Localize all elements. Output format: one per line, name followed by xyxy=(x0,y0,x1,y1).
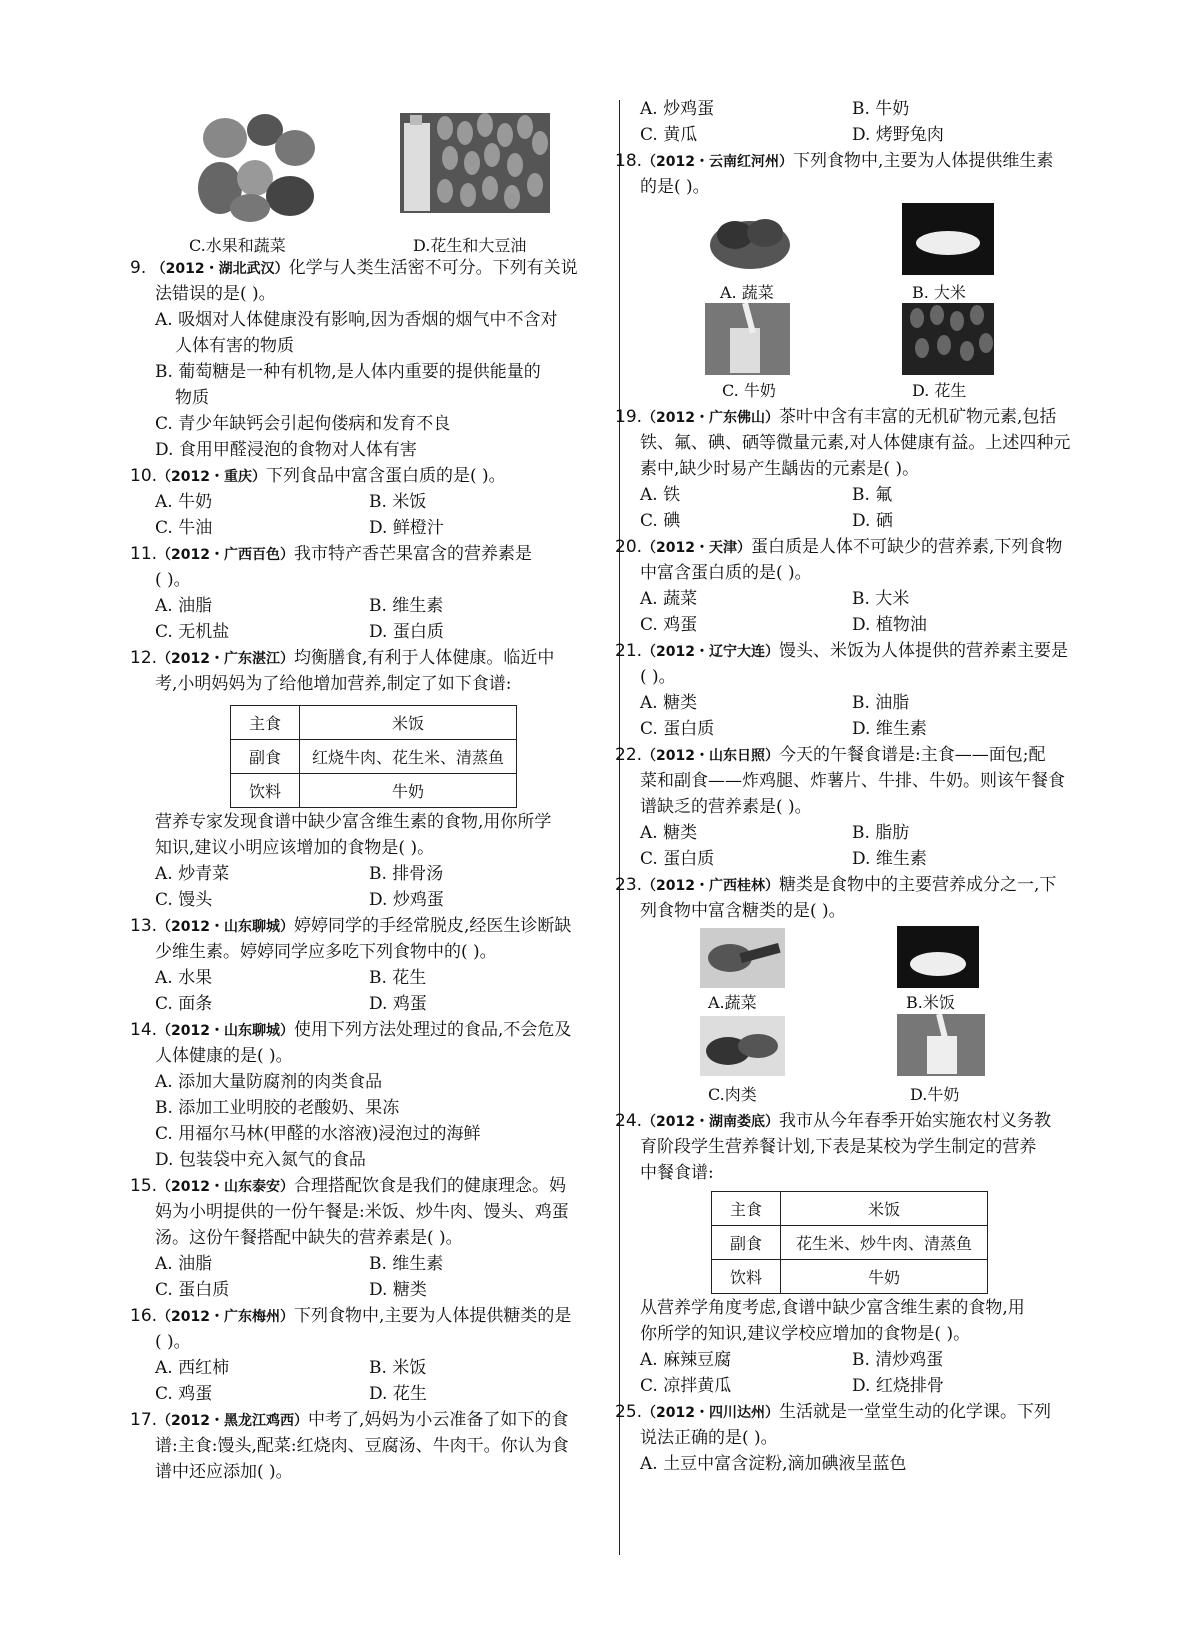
question-stem: 妈为小明提供的一份午餐是:米饭、炒牛肉、馒头、鸡蛋 xyxy=(155,1202,569,1222)
question-source: （2012・山东泰安） xyxy=(157,1179,295,1195)
option-b[interactable]: B. 花生 xyxy=(369,968,427,988)
option-c[interactable]: C. 用福尔马林(甲醛的水溶液)浸泡过的海鲜 xyxy=(155,1124,481,1144)
question-number: 24. xyxy=(615,1111,643,1131)
question-stem: ( )。 xyxy=(640,667,676,687)
question-stem: 谱缺乏的营养素是( )。 xyxy=(640,797,812,817)
table-cell: 米饭 xyxy=(300,706,517,740)
question-source: （2012・广东湛江） xyxy=(157,651,295,667)
option-d[interactable]: D. 鲜橙汁 xyxy=(369,518,444,538)
vegetable-image xyxy=(700,928,785,988)
option-b[interactable]: B. 排骨汤 xyxy=(369,864,444,884)
question-stem: 我市特产香芒果富含的营养素是 xyxy=(294,544,533,564)
question-stem: 蛋白质是人体不可缺少的营养素,下列食物 xyxy=(751,537,1063,557)
question-stem: 下列食物中,主要为人体提供维生素 xyxy=(793,151,1054,171)
image-caption: C.肉类 xyxy=(708,1085,757,1104)
option-d[interactable]: D. 硒 xyxy=(852,511,893,531)
option-b-cont: 物质 xyxy=(175,388,209,408)
table-cell: 牛奶 xyxy=(781,1260,988,1294)
option-d[interactable]: D. 烤野兔肉 xyxy=(852,125,944,145)
image-caption: A. 蔬菜 xyxy=(720,283,774,302)
column-divider xyxy=(619,100,620,1555)
table-cell: 副食 xyxy=(712,1226,781,1260)
option-a[interactable]: A. 吸烟对人体健康没有影响,因为香烟的烟气中不含对 xyxy=(155,310,558,330)
option-b[interactable]: B. 添加工业明胶的老酸奶、果冻 xyxy=(155,1098,400,1118)
question-stem: 考,小明妈妈为了给他增加营养,制定了如下食谱: xyxy=(155,674,512,694)
question-number: 10. xyxy=(130,466,158,486)
question-stem: 知识,建议小明应该增加的食物是( )。 xyxy=(155,838,435,858)
option-b[interactable]: B. 大米 xyxy=(852,589,910,609)
meat-image xyxy=(700,1016,785,1076)
option-c[interactable]: C. 黄瓜 xyxy=(640,125,698,145)
rice-image xyxy=(897,926,979,988)
question-stem: 茶叶中含有丰富的无机矿物元素,包括 xyxy=(779,407,1057,427)
image-caption: D.牛奶 xyxy=(910,1085,960,1104)
question-source: （2012・广东梅州） xyxy=(157,1309,295,1325)
question-stem: 谱:主食:馒头,配菜:红烧肉、豆腐汤、牛肉干。你认为食 xyxy=(155,1436,569,1456)
question-source: （2012・重庆） xyxy=(157,469,267,485)
option-c[interactable]: C. 鸡蛋 xyxy=(640,615,698,635)
question-source: （2012・湖南娄底） xyxy=(642,1114,780,1130)
option-d[interactable]: D. 红烧排骨 xyxy=(852,1376,944,1396)
question-stem: 化学与人类生活密不可分。下列有关说 xyxy=(288,258,578,278)
option-c[interactable]: C. 青少年缺钙会引起佝偻病和发育不良 xyxy=(155,414,451,434)
table-row xyxy=(231,774,517,808)
table-cell: 花生米、炒牛肉、清蒸鱼 xyxy=(781,1226,988,1260)
question-number: 17. xyxy=(130,1410,158,1430)
option-a[interactable]: A. 麻辣豆腐 xyxy=(640,1350,732,1370)
option-b[interactable]: B. 米饭 xyxy=(369,492,427,512)
option-d[interactable]: D. 食用甲醛浸泡的食物对人体有害 xyxy=(155,440,417,460)
question-number: 19. xyxy=(615,407,643,427)
milk-image xyxy=(897,1014,985,1076)
option-c[interactable]: C. 蛋白质 xyxy=(640,849,715,869)
question-stem: 菜和副食——炸鸡腿、炸薯片、牛排、牛奶。则该午餐食 xyxy=(640,771,1065,791)
table-cell: 副食 xyxy=(231,740,300,774)
question-number: 9. xyxy=(130,258,147,278)
table-row xyxy=(712,1192,988,1226)
option-a[interactable]: A. 蔬菜 xyxy=(640,589,698,609)
option-b[interactable]: B. 脂肪 xyxy=(852,823,910,843)
question-stem: 谱中还应添加( )。 xyxy=(155,1462,293,1482)
image-caption: B. 大米 xyxy=(912,283,966,302)
question-source: （2012・四川达州） xyxy=(642,1405,780,1421)
option-d[interactable]: D. 维生素 xyxy=(852,849,927,869)
question-stem: 的是( )。 xyxy=(640,177,710,197)
question-stem: 馒头、米饭为人体提供的营养素主要是 xyxy=(779,641,1069,661)
question-number: 22. xyxy=(615,745,643,765)
option-c[interactable]: C. 面条 xyxy=(155,994,213,1014)
option-b[interactable]: B. 葡萄糖是一种有机物,是人体内重要的提供能量的 xyxy=(155,362,541,382)
table-cell: 饮料 xyxy=(712,1260,781,1294)
question-stem: 素中,缺少时易产生龋齿的元素是( )。 xyxy=(640,459,920,479)
option-a[interactable]: A. 炒青菜 xyxy=(155,864,230,884)
option-b[interactable]: B. 清炒鸡蛋 xyxy=(852,1350,944,1370)
question-number: 12. xyxy=(130,648,158,668)
question-source: （2012・广西桂林） xyxy=(642,878,780,894)
option-a[interactable]: A. 牛奶 xyxy=(155,492,213,512)
table-cell: 牛奶 xyxy=(300,774,517,808)
question-source: （2012・黑龙江鸡西） xyxy=(157,1413,309,1429)
option-b[interactable]: B. 油脂 xyxy=(852,693,910,713)
question-number: 23. xyxy=(615,875,643,895)
question-stem: 生活就是一堂堂生动的化学课。下列 xyxy=(779,1402,1052,1422)
table-row xyxy=(712,1260,988,1294)
question-stem: 你所学的知识,建议学校应增加的食物是( )。 xyxy=(640,1324,971,1344)
peanut-image xyxy=(902,303,994,375)
option-d[interactable]: D. 鸡蛋 xyxy=(369,994,427,1014)
table-row xyxy=(231,706,517,740)
question-stem: 下列食物中,主要为人体提供糖类的是 xyxy=(294,1306,572,1326)
image-caption-c: C.水果和蔬菜 xyxy=(189,236,286,255)
question-source: （2012・广西百色） xyxy=(157,547,295,563)
option-a[interactable]: A. 水果 xyxy=(155,968,213,988)
table-cell: 饮料 xyxy=(231,774,300,808)
question-stem: 糖类是食物中的主要营养成分之一,下 xyxy=(779,875,1057,895)
option-c[interactable]: C. 馒头 xyxy=(155,890,213,910)
option-a[interactable]: A. 铁 xyxy=(640,485,681,505)
option-d[interactable]: D. 糖类 xyxy=(369,1280,427,1300)
option-a[interactable]: A. 糖类 xyxy=(640,693,698,713)
option-b[interactable]: B. 米饭 xyxy=(369,1358,427,1378)
question-source: （2012・山东聊城） xyxy=(157,1023,295,1039)
question-stem: 铁、氟、碘、硒等微量元素,对人体健康有益。上述四种元 xyxy=(640,433,1071,453)
option-d[interactable]: D. 炒鸡蛋 xyxy=(369,890,444,910)
option-c[interactable]: C. 碘 xyxy=(640,511,681,531)
question-number: 11. xyxy=(130,544,158,564)
menu-table xyxy=(711,1191,988,1294)
question-stem: 中考了,妈妈为小云准备了如下的食 xyxy=(308,1410,569,1430)
question-source: （2012・山东日照） xyxy=(642,748,780,764)
question-number: 13. xyxy=(130,916,158,936)
fruit-vegetable-image xyxy=(195,108,323,226)
question-stem: 婷婷同学的手经常脱皮,经医生诊断缺 xyxy=(294,916,572,936)
vegetable-image xyxy=(705,205,795,275)
question-number: 14. xyxy=(130,1020,158,1040)
question-stem: 法错误的是( )。 xyxy=(155,284,276,304)
question-stem: ( )。 xyxy=(155,1332,191,1352)
option-d[interactable]: D. 包装袋中充入氮气的食品 xyxy=(155,1150,366,1170)
option-d[interactable]: D. 维生素 xyxy=(852,719,927,739)
question-stem: 使用下列方法处理过的食品,不会危及 xyxy=(294,1020,572,1040)
question-stem: 中富含蛋白质的是( )。 xyxy=(640,563,812,583)
question-source: （2012・云南红河州） xyxy=(642,154,794,170)
question-stem: 列食物中富含糖类的是( )。 xyxy=(640,901,846,921)
peanut-oil-image xyxy=(400,113,550,213)
option-a[interactable]: A. 土豆中富含淀粉,滴加碘液呈蓝色 xyxy=(640,1454,907,1474)
table-cell: 主食 xyxy=(231,706,300,740)
question-number: 21. xyxy=(615,641,643,661)
question-stem: 合理搭配饮食是我们的健康理念。妈 xyxy=(294,1176,567,1196)
milk-image xyxy=(705,303,790,375)
option-b[interactable]: B. 氟 xyxy=(852,485,893,505)
image-caption: D. 花生 xyxy=(912,381,967,400)
question-stem: 从营养学角度考虑,食谱中缺少富含维生素的食物,用 xyxy=(640,1298,1025,1318)
option-a[interactable]: A. 添加大量防腐剂的肉类食品 xyxy=(155,1072,383,1092)
option-a[interactable]: A. 炒鸡蛋 xyxy=(640,99,715,119)
table-row xyxy=(712,1226,988,1260)
question-stem: 我市从今年春季开始实施农村义务教 xyxy=(779,1111,1052,1131)
image-caption: B.米饭 xyxy=(906,993,955,1012)
question-source: （2012・天津） xyxy=(642,540,752,556)
option-c[interactable]: C. 鸡蛋 xyxy=(155,1384,213,1404)
menu-table xyxy=(230,705,517,808)
option-a-cont: 人体有害的物质 xyxy=(175,336,294,356)
question-source: （2012・山东聊城） xyxy=(157,919,295,935)
option-c[interactable]: C. 凉拌黄瓜 xyxy=(640,1376,732,1396)
question-stem: 汤。这份午餐搭配中缺失的营养素是( )。 xyxy=(155,1228,463,1248)
option-a[interactable]: A. 糖类 xyxy=(640,823,698,843)
option-a[interactable]: A. 油脂 xyxy=(155,1254,213,1274)
question-number: 20. xyxy=(615,537,643,557)
question-number: 15. xyxy=(130,1176,158,1196)
table-row xyxy=(231,740,517,774)
table-cell: 主食 xyxy=(712,1192,781,1226)
rice-image xyxy=(902,203,994,275)
question-stem: 中餐食谱: xyxy=(640,1163,714,1183)
question-stem: 人体健康的是( )。 xyxy=(155,1046,293,1066)
option-b[interactable]: B. 维生素 xyxy=(369,1254,444,1274)
option-c[interactable]: C. 牛油 xyxy=(155,518,213,538)
question-source: （2012・广东佛山） xyxy=(642,410,780,426)
question-stem: 少维生素。婷婷同学应多吃下列食物中的( )。 xyxy=(155,942,497,962)
option-a[interactable]: A. 油脂 xyxy=(155,596,213,616)
question-number: 18. xyxy=(615,151,643,171)
question-stem: 今天的午餐食谱是:主食——面包;配 xyxy=(779,745,1046,765)
question-stem: 营养专家发现食谱中缺少富含维生素的食物,用你所学 xyxy=(155,812,552,832)
option-d[interactable]: D. 蛋白质 xyxy=(369,622,444,642)
option-b[interactable]: B. 维生素 xyxy=(369,596,444,616)
question-stem: ( )。 xyxy=(155,570,191,590)
question-number: 16. xyxy=(130,1306,158,1326)
option-c[interactable]: C. 蛋白质 xyxy=(640,719,715,739)
question-stem: 均衡膳食,有利于人体健康。临近中 xyxy=(294,648,555,668)
image-caption: C. 牛奶 xyxy=(722,381,776,400)
image-caption-d: D.花生和大豆油 xyxy=(413,236,527,255)
option-d[interactable]: D. 花生 xyxy=(369,1384,427,1404)
table-cell: 米饭 xyxy=(781,1192,988,1226)
question-stem: 下列食品中富含蛋白质的是( )。 xyxy=(266,466,506,486)
option-c[interactable]: C. 蛋白质 xyxy=(155,1280,230,1300)
question-stem: 说法正确的是( )。 xyxy=(640,1428,778,1448)
table-cell: 红烧牛肉、花生米、清蒸鱼 xyxy=(300,740,517,774)
question-stem: 育阶段学生营养餐计划,下表是某校为学生制定的营养 xyxy=(640,1137,1037,1157)
question-source: （2012・辽宁大连） xyxy=(642,644,780,660)
option-d[interactable]: D. 植物油 xyxy=(852,615,927,635)
option-b[interactable]: B. 牛奶 xyxy=(852,99,910,119)
image-caption: A.蔬菜 xyxy=(708,993,757,1012)
option-c[interactable]: C. 无机盐 xyxy=(155,622,230,642)
question-source: （2012・湖北武汉） xyxy=(151,261,289,277)
question-number: 25. xyxy=(615,1402,643,1422)
option-a[interactable]: A. 西红柿 xyxy=(155,1358,230,1378)
